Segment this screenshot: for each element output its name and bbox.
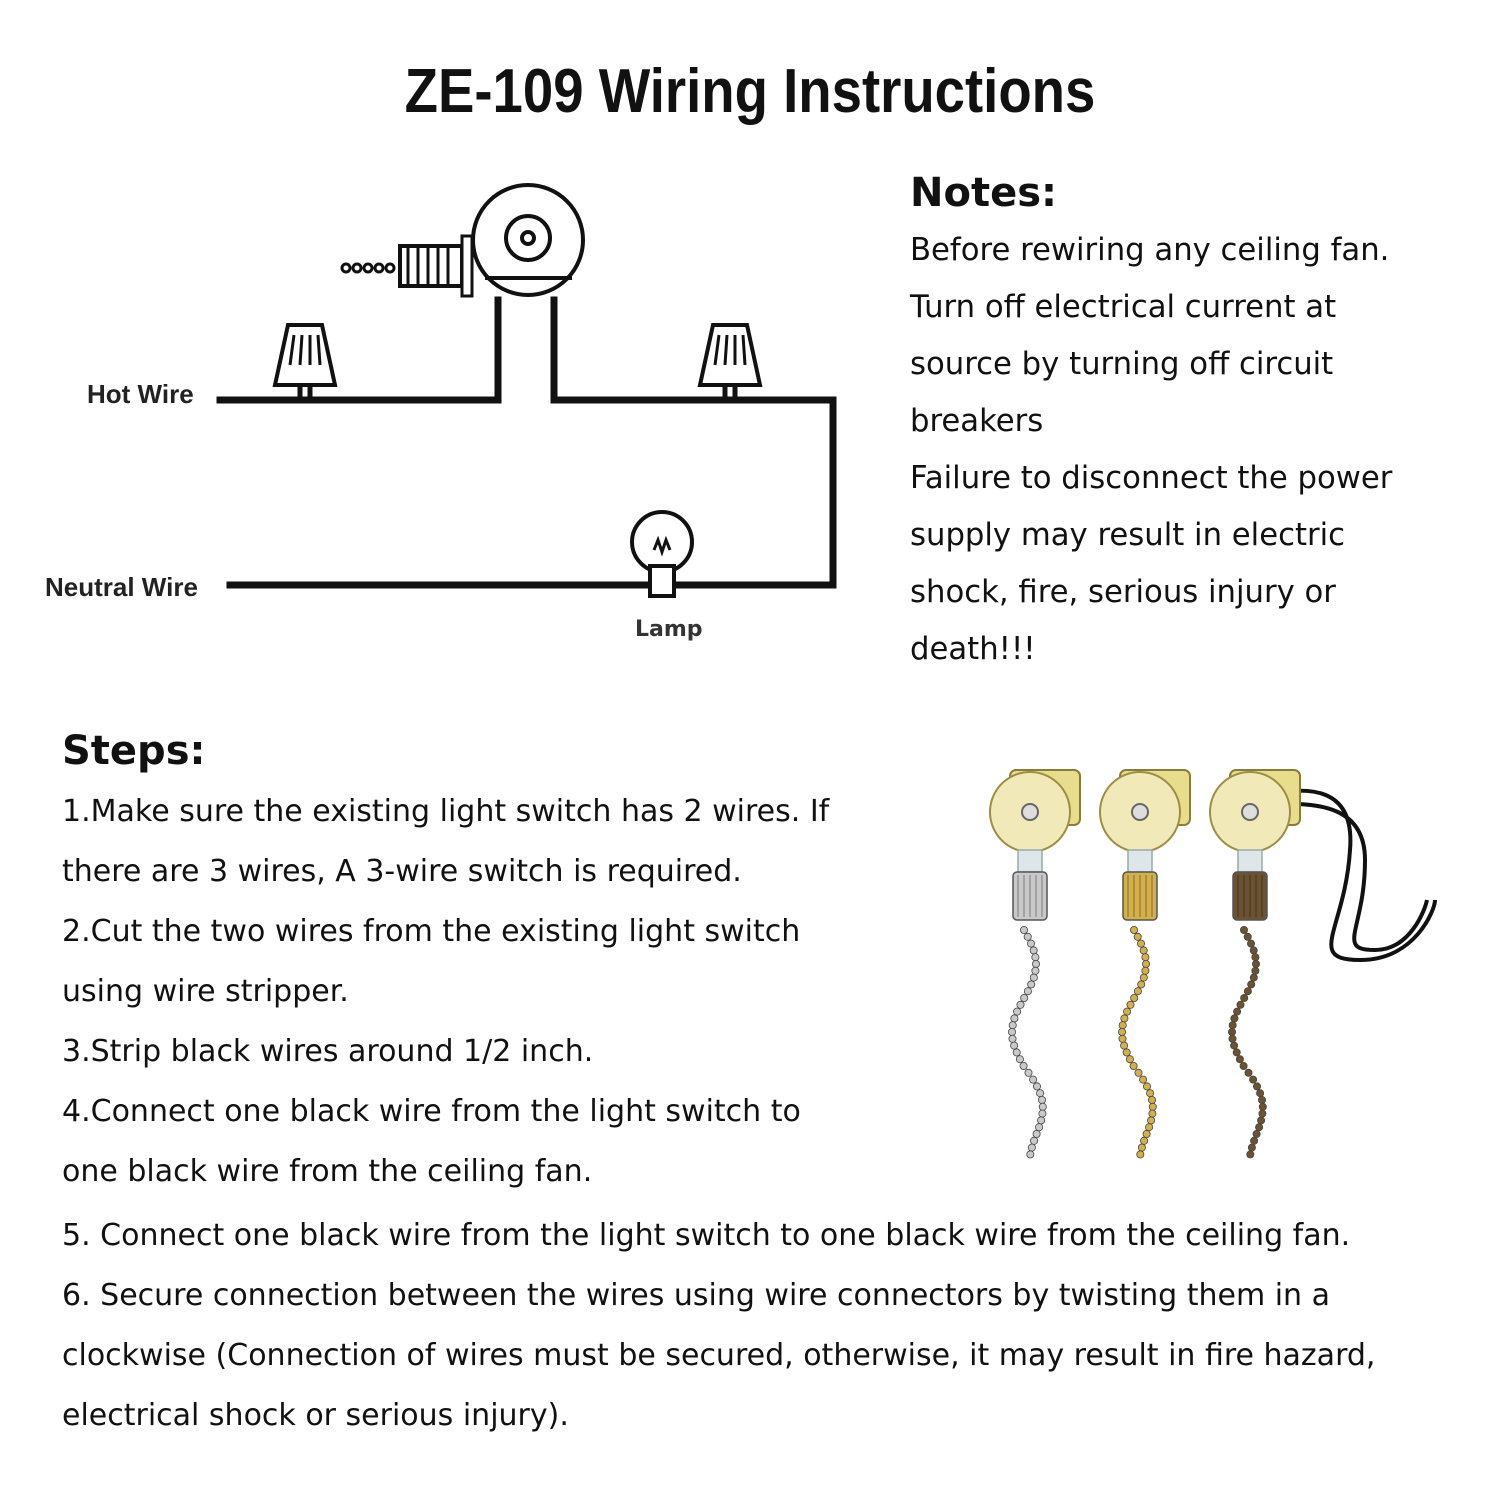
chain-bead	[1149, 1103, 1156, 1110]
chain-bead	[1039, 1103, 1046, 1110]
chain-bead	[1236, 1056, 1243, 1063]
step-line: 5. Connect one black wire from the light switch to one black wire from the ceiling fan.	[62, 1218, 1351, 1253]
chain-bead	[1231, 1015, 1238, 1022]
chain-bead	[1142, 960, 1149, 967]
notes-line: Before rewiring any ceiling fan.	[910, 232, 1390, 268]
pull-chain-switch-bronze	[1210, 770, 1300, 1158]
chain-bead	[1038, 1117, 1045, 1124]
chain-bead	[1252, 954, 1259, 961]
step-line: electrical shock or serious injury).	[62, 1398, 569, 1433]
chain-bead	[1253, 1083, 1260, 1090]
chain-bead	[1240, 926, 1247, 933]
chain-bead	[1013, 1049, 1020, 1056]
chain-bead	[1257, 1090, 1264, 1097]
chain-bead	[1038, 1096, 1045, 1103]
notes-heading: Notes:	[910, 170, 1058, 216]
chain-bead	[1258, 1096, 1265, 1103]
lamp-label: Lamp	[635, 617, 703, 642]
chain-bead	[1119, 1022, 1126, 1029]
chain-bead	[1135, 1069, 1142, 1076]
steps-section	[62, 728, 922, 1202]
chain-bead	[1142, 967, 1149, 974]
chain-bead	[1126, 1056, 1133, 1063]
chain-bead	[1140, 947, 1147, 954]
chain-bead	[1009, 1022, 1016, 1029]
chain-bead	[1259, 1103, 1266, 1110]
chain-bead	[1121, 1042, 1128, 1049]
step-line: 4.Connect one black wire from the light switch to	[62, 1094, 801, 1129]
notes-line: source by turning off circuit	[910, 346, 1334, 382]
chain-bead	[1039, 1110, 1046, 1117]
chain-bead	[1033, 1083, 1040, 1090]
chain-bead	[1247, 940, 1254, 947]
step-line: there are 3 wires, A 3-wire switch is required.	[62, 854, 742, 889]
chain-bead	[1252, 967, 1259, 974]
chain-bead	[1032, 967, 1039, 974]
chain-bead	[1237, 1001, 1244, 1008]
chain-bead	[1017, 1001, 1024, 1008]
chain-bead	[1027, 940, 1034, 947]
notes-line: Failure to disconnect the power	[910, 460, 1393, 496]
chain-bead	[1259, 1110, 1266, 1117]
chain-bead	[1024, 933, 1031, 940]
chain-bead	[1130, 1062, 1137, 1069]
pull-chain-switch-icon	[342, 185, 583, 296]
step-line: clockwise (Connection of wires must be secured, otherwise, it may result in fire hazard,	[62, 1338, 1376, 1373]
chain-bead	[1030, 1076, 1037, 1083]
step-line: 1.Make sure the existing light switch has 2 wires. If	[62, 794, 830, 829]
chain-bead	[1253, 1130, 1260, 1137]
chain-bead	[1124, 1008, 1131, 1015]
chain-bead	[1245, 1069, 1252, 1076]
chain-bead	[1137, 940, 1144, 947]
wiring-diagram	[30, 170, 890, 670]
chain-bead	[1229, 1022, 1236, 1029]
chain-bead	[1256, 1124, 1263, 1131]
chain-bead	[1248, 981, 1255, 988]
chain-bead	[1134, 933, 1141, 940]
chain-bead	[1134, 988, 1141, 995]
chain-bead	[1033, 1130, 1040, 1137]
chain-bead	[1244, 988, 1251, 995]
chain-bead	[1233, 1049, 1240, 1056]
chain-bead	[1028, 981, 1035, 988]
chain-bead	[1147, 1090, 1154, 1097]
chain-bead	[1252, 960, 1259, 967]
notes-line: death!!!	[910, 631, 1036, 667]
chain-bead	[1011, 1042, 1018, 1049]
chain-bead	[1138, 981, 1145, 988]
chain-bead	[1020, 1062, 1027, 1069]
chain-bead	[1028, 1144, 1035, 1151]
chain-bead	[1141, 1137, 1148, 1144]
wire-nut-icon	[275, 325, 335, 402]
step-line: 6. Secure connection between the wires using wire connectors by twisting them in a	[62, 1278, 1330, 1313]
chain-bead	[1030, 947, 1037, 954]
notes-line: breakers	[910, 403, 1044, 439]
chain-bead	[1130, 926, 1137, 933]
chain-bead	[1137, 1151, 1144, 1158]
chain-bead	[1024, 988, 1031, 995]
chain-bead	[1025, 1069, 1032, 1076]
chain-bead	[1228, 1028, 1235, 1035]
chain-bead	[1127, 1001, 1134, 1008]
chain-bead	[1131, 994, 1138, 1001]
notes-line: supply may result in electric	[910, 517, 1345, 553]
chain-bead	[1229, 1035, 1236, 1042]
chain-bead	[1008, 1028, 1015, 1035]
chain-bead	[1148, 1096, 1155, 1103]
steps-heading: Steps:	[62, 728, 206, 774]
chain-bead	[1014, 1008, 1021, 1015]
chain-bead	[1234, 1008, 1241, 1015]
chain-bead	[1146, 1124, 1153, 1131]
notes-section	[910, 170, 1485, 678]
step-line: 2.Cut the two wires from the existing light switch	[62, 914, 801, 949]
chain-bead	[1149, 1110, 1156, 1117]
chain-bead	[1247, 1151, 1254, 1158]
chain-bead	[1244, 933, 1251, 940]
step-line: one black wire from the ceiling fan.	[62, 1154, 593, 1189]
chain-bead	[1231, 1042, 1238, 1049]
step-line: 3.Strip black wires around 1/2 inch.	[62, 1034, 594, 1069]
notes-line: Turn off electrical current at	[910, 289, 1337, 325]
wire-nut-icon	[700, 325, 760, 402]
chain-bead	[1016, 1056, 1023, 1063]
pull-chain-switch-silver	[990, 770, 1080, 1158]
neutral-wire-label: Neutral Wire	[45, 572, 198, 602]
chain-bead	[1250, 1076, 1257, 1083]
chain-bead	[1031, 1137, 1038, 1144]
chain-bead	[1241, 994, 1248, 1001]
chain-bead	[1032, 954, 1039, 961]
chain-bead	[1258, 1117, 1265, 1124]
chain-bead	[1009, 1035, 1016, 1042]
chain-bead	[1037, 1090, 1044, 1097]
chain-bead	[1036, 1124, 1043, 1131]
steps-continued	[62, 1206, 1482, 1446]
chain-bead	[1011, 1015, 1018, 1022]
chain-bead	[1027, 1151, 1034, 1158]
step-line: using wire stripper.	[62, 974, 349, 1009]
page-title: ZE-109 Wiring Instructions	[404, 57, 1096, 126]
chain-bead	[1140, 974, 1147, 981]
chain-bead	[1240, 1062, 1247, 1069]
pull-chain-switch-gold	[1100, 770, 1190, 1158]
notes-line: shock, fire, serious injury or	[910, 574, 1336, 610]
chain-bead	[1121, 1015, 1128, 1022]
chain-bead	[1143, 1083, 1150, 1090]
product-photo	[965, 760, 1455, 1160]
chain-bead	[1251, 1137, 1258, 1144]
chain-bead	[1032, 960, 1039, 967]
chain-bead	[1140, 1076, 1147, 1083]
chain-bead	[1142, 954, 1149, 961]
chain-bead	[1030, 974, 1037, 981]
chain-bead	[1248, 1144, 1255, 1151]
chain-bead	[1118, 1028, 1125, 1035]
chain-bead	[1119, 1035, 1126, 1042]
hot-wire-label: Hot Wire	[87, 379, 194, 409]
chain-bead	[1138, 1144, 1145, 1151]
chain-bead	[1143, 1130, 1150, 1137]
chain-bead	[1250, 947, 1257, 954]
chain-bead	[1148, 1117, 1155, 1124]
chain-bead	[1021, 994, 1028, 1001]
chain-bead	[1123, 1049, 1130, 1056]
chain-bead	[1250, 974, 1257, 981]
chain-bead	[1020, 926, 1027, 933]
